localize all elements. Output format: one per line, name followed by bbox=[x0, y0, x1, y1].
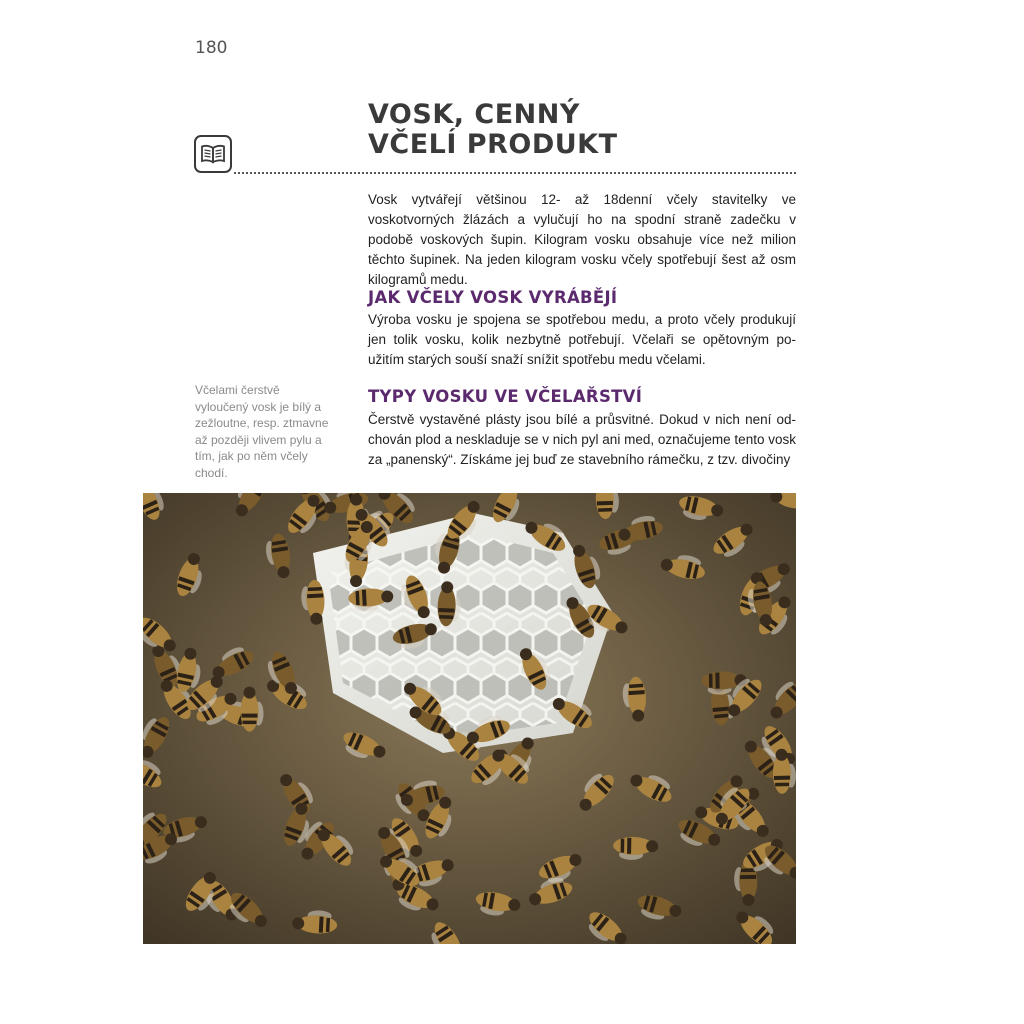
section-heading-production: JAK VČELY VOSK VYRÁBĚJÍ bbox=[368, 288, 618, 307]
bees-honeycomb-photo bbox=[143, 493, 796, 944]
page-number: 180 bbox=[195, 38, 228, 58]
section-paragraph-wax-types: Čerstvě vystavěné plásty jsou bílé a průsvitné. Dokud v nich není od-chován plod a neskladuje se v nich pyl ani med, označujeme tento vosk za „panenský“. Získáme jej buď ze stavebního rámečku, z tzv. divočiny bbox=[368, 412, 796, 467]
section-heading-wax-types: TYPY VOSKU VE VČELAŘSTVÍ bbox=[368, 387, 643, 406]
page-title bbox=[368, 100, 618, 160]
title-line-1: VOSK, CENNÝ bbox=[368, 99, 580, 130]
section-paragraph-production: Výroba vosku je spojena se spotřebou medu, a proto včely produkují jen tolik vosku, kolik nezbytně potřebují. Včelaři se opětovným po-užitím starých souší snaží snížit spotřebu medu včelami. bbox=[368, 312, 796, 367]
title-divider bbox=[234, 172, 796, 174]
intro-paragraph: Vosk vytvářejí většinou 12- až 18denní včely stavitelky ve voskotvorných žlázách a vylučují ho na spodní straně zadečku v podobě voskových šupin. Kilogram vosku obsahuje více než milion těchto šupinek. Na jeden kilogram vosku včely spotřebují šest až osm kilogramů medu. bbox=[368, 192, 796, 287]
photo-caption: Včelami čerstvě vyloučený vosk je bílý a zežloutne, resp. ztmavne až později vlivem pylu a tím, jak po něm včely chodí. bbox=[195, 383, 329, 480]
title-line-2: VČELÍ PRODUKT bbox=[368, 129, 618, 160]
open-book-icon bbox=[194, 135, 232, 173]
